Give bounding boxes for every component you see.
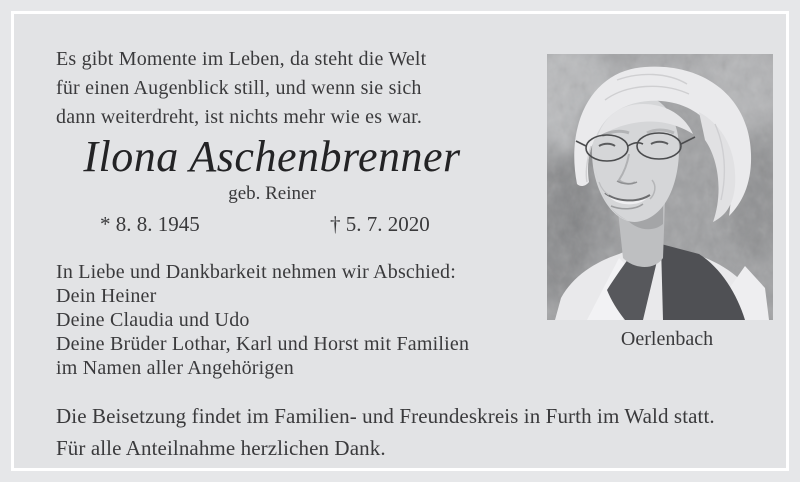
burial-notice: Die Beisetzung findet im Familien- und Freundeskreis in Furth im Wald statt. [56,404,715,428]
quote-line-3: dann weiterdreht, ist nichts mehr wie es war. [56,106,423,128]
deceased-name-block [56,132,488,205]
deceased-name: Ilona Aschenbrenner [83,132,461,181]
thanks-notice: Für alle Anteilnahme herzlichen Dank. [56,436,386,460]
farewell-intro: In Liebe und Dankbarkeit nehmen wir Abschied: [56,261,456,283]
portrait-image [547,54,773,320]
mourner-line: Deine Claudia und Udo [56,309,250,331]
photo-caption: Oerlenbach [620,328,714,350]
mourner-line: Deine Brüder Lothar, Karl und Horst mit Familien [56,333,470,355]
obituary-card [11,11,789,471]
mourner-line: Dein Heiner [56,285,157,307]
quote-line-1: Es gibt Momente im Leben, da steht die Welt [56,48,427,70]
birth-date: * 8. 8. 1945 [100,212,200,236]
farewell-block [56,260,469,380]
death-date: † 5. 7. 2020 [330,212,430,236]
mourner-line: im Namen aller Angehörigen [56,357,294,379]
quote-line-2: für einen Augenblick still, und wenn sie sich [56,77,422,99]
portrait-photo [547,54,773,320]
memorial-quote [56,45,426,132]
maiden-name: geb. Reiner [228,183,316,204]
